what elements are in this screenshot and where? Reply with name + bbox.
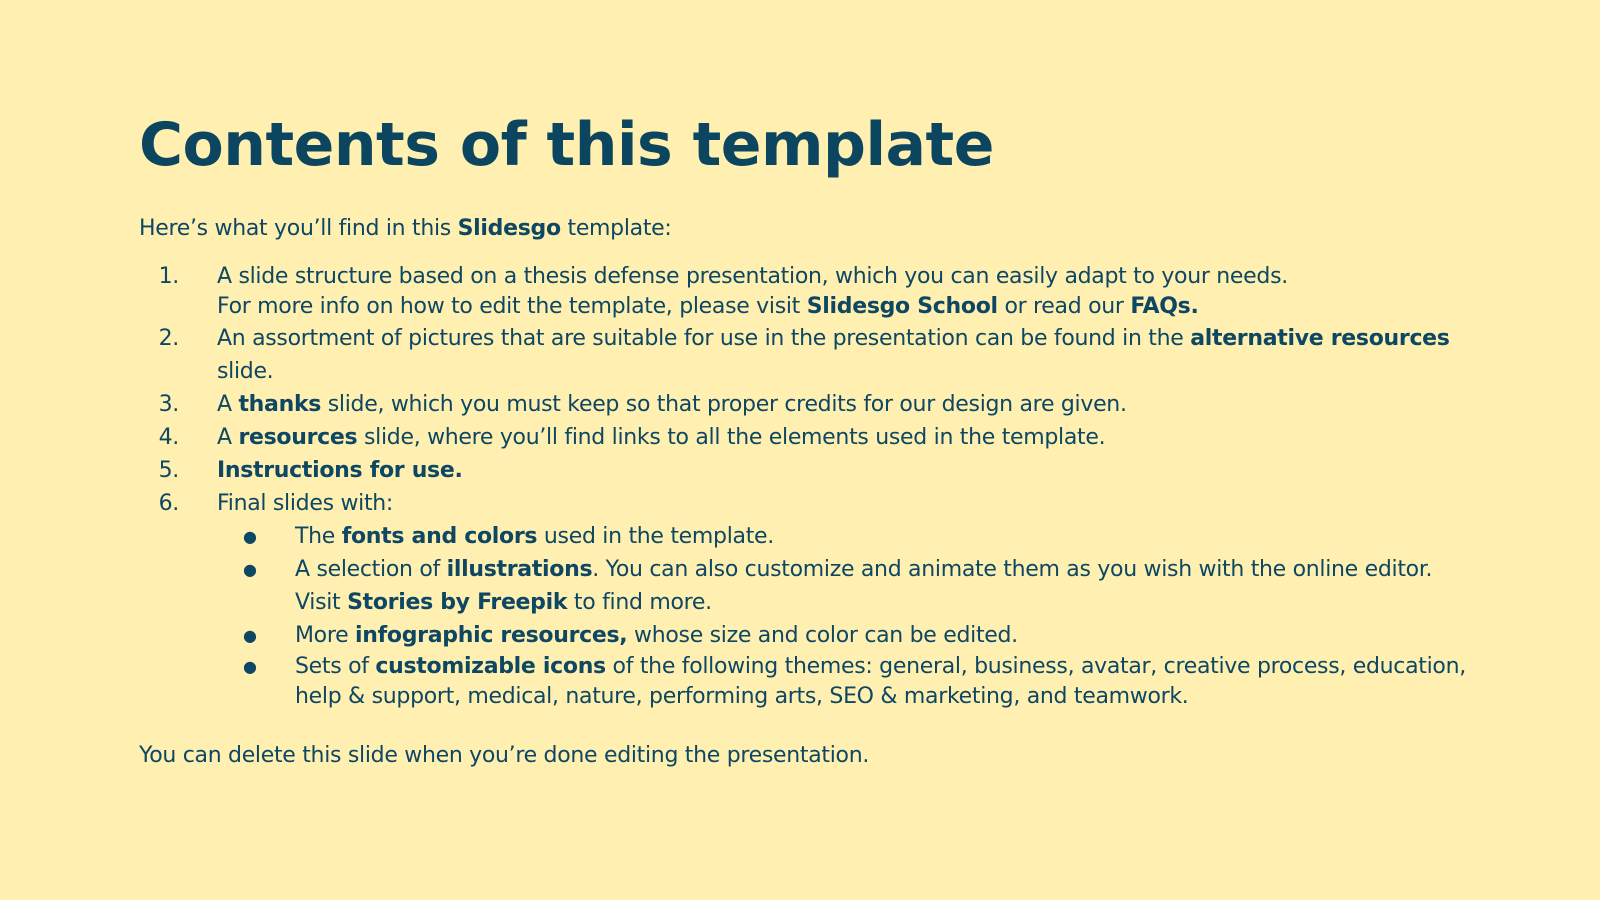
outro-paragraph: You can delete this slide when you’re done editing the presentation.: [139, 743, 870, 768]
list-bold: infographic resources,: [355, 623, 628, 648]
list-number: 5.: [158, 458, 179, 483]
bullet-icon: ●: [243, 560, 257, 579]
list-text: More: [295, 623, 356, 648]
intro-text: Here’s what you’ll find in this: [139, 216, 458, 241]
list-item: [139, 454, 1469, 487]
list-text: A selection of: [295, 557, 447, 582]
list-text: to find more.: [567, 590, 712, 615]
contents-list: [139, 262, 1469, 712]
sub-list-item: [217, 520, 1469, 553]
list-item: [139, 262, 1469, 322]
list-text: slide, where you’ll find links to all the elements used in the template.: [357, 425, 1106, 450]
list-number: 3.: [158, 392, 179, 417]
intro-bold: Slidesgo: [457, 216, 561, 241]
list-text: of the following themes: general, business, avatar, creative process, education, help & support, medical, nature, performing arts, SEO & marketing, and teamwork.: [295, 654, 1466, 709]
intro-text-end: template:: [560, 216, 672, 241]
slide-body: [139, 212, 1469, 772]
stories-by-freepik-link[interactable]: Stories by Freepik: [347, 590, 568, 615]
list-item: [139, 421, 1469, 454]
list-text: For more info on how to edit the template, please visit: [217, 294, 807, 319]
list-number: 4.: [158, 425, 179, 450]
bullet-icon: ●: [243, 626, 257, 645]
sub-list: [217, 520, 1469, 712]
slidesgo-school-link[interactable]: Slidesgo School: [806, 294, 998, 319]
list-text: whose size and color can be edited.: [627, 623, 1018, 648]
bullet-icon: ●: [243, 657, 257, 676]
intro-paragraph: [139, 212, 1469, 245]
list-text: An assortment of pictures that are suitable for use in the presentation can be found in the: [217, 326, 1191, 351]
faqs-link[interactable]: FAQs.: [1130, 294, 1199, 319]
list-text: slide.: [217, 359, 274, 384]
list-bold: thanks: [238, 392, 322, 417]
list-bold: fonts and colors: [341, 524, 538, 549]
sub-list-item: [217, 619, 1469, 652]
list-text: The: [295, 524, 342, 549]
list-text: Sets of: [295, 654, 376, 679]
list-number: 2.: [158, 326, 179, 351]
bullet-icon: ●: [243, 527, 257, 546]
list-text: slide, which you must keep so that proper credits for our design are given.: [321, 392, 1127, 417]
list-bold: Instructions for use.: [217, 458, 463, 483]
list-bold: resources: [238, 425, 358, 450]
list-number: 1.: [158, 264, 179, 289]
list-bold: alternative resources: [1190, 326, 1450, 351]
list-item: [139, 487, 1469, 712]
list-bold: illustrations: [446, 557, 593, 582]
list-item: [139, 388, 1469, 421]
list-bold: customizable icons: [375, 654, 606, 679]
sub-list-item: [217, 652, 1469, 712]
list-number: 6.: [158, 491, 179, 516]
sub-list-item: [217, 553, 1469, 619]
slide-title: Contents of this template: [139, 110, 994, 180]
list-text: Final slides with:: [217, 491, 394, 516]
list-text: A: [217, 425, 239, 450]
list-text: A: [217, 392, 239, 417]
list-text: used in the template.: [537, 524, 774, 549]
list-text: or read our: [997, 294, 1131, 319]
list-item: [139, 322, 1469, 388]
list-text: A slide structure based on a thesis defense presentation, which you can easily adapt to your needs.: [217, 264, 1288, 289]
list-text: . You can also customize and animate them as you wish with the online editor. Visit: [295, 557, 1433, 615]
